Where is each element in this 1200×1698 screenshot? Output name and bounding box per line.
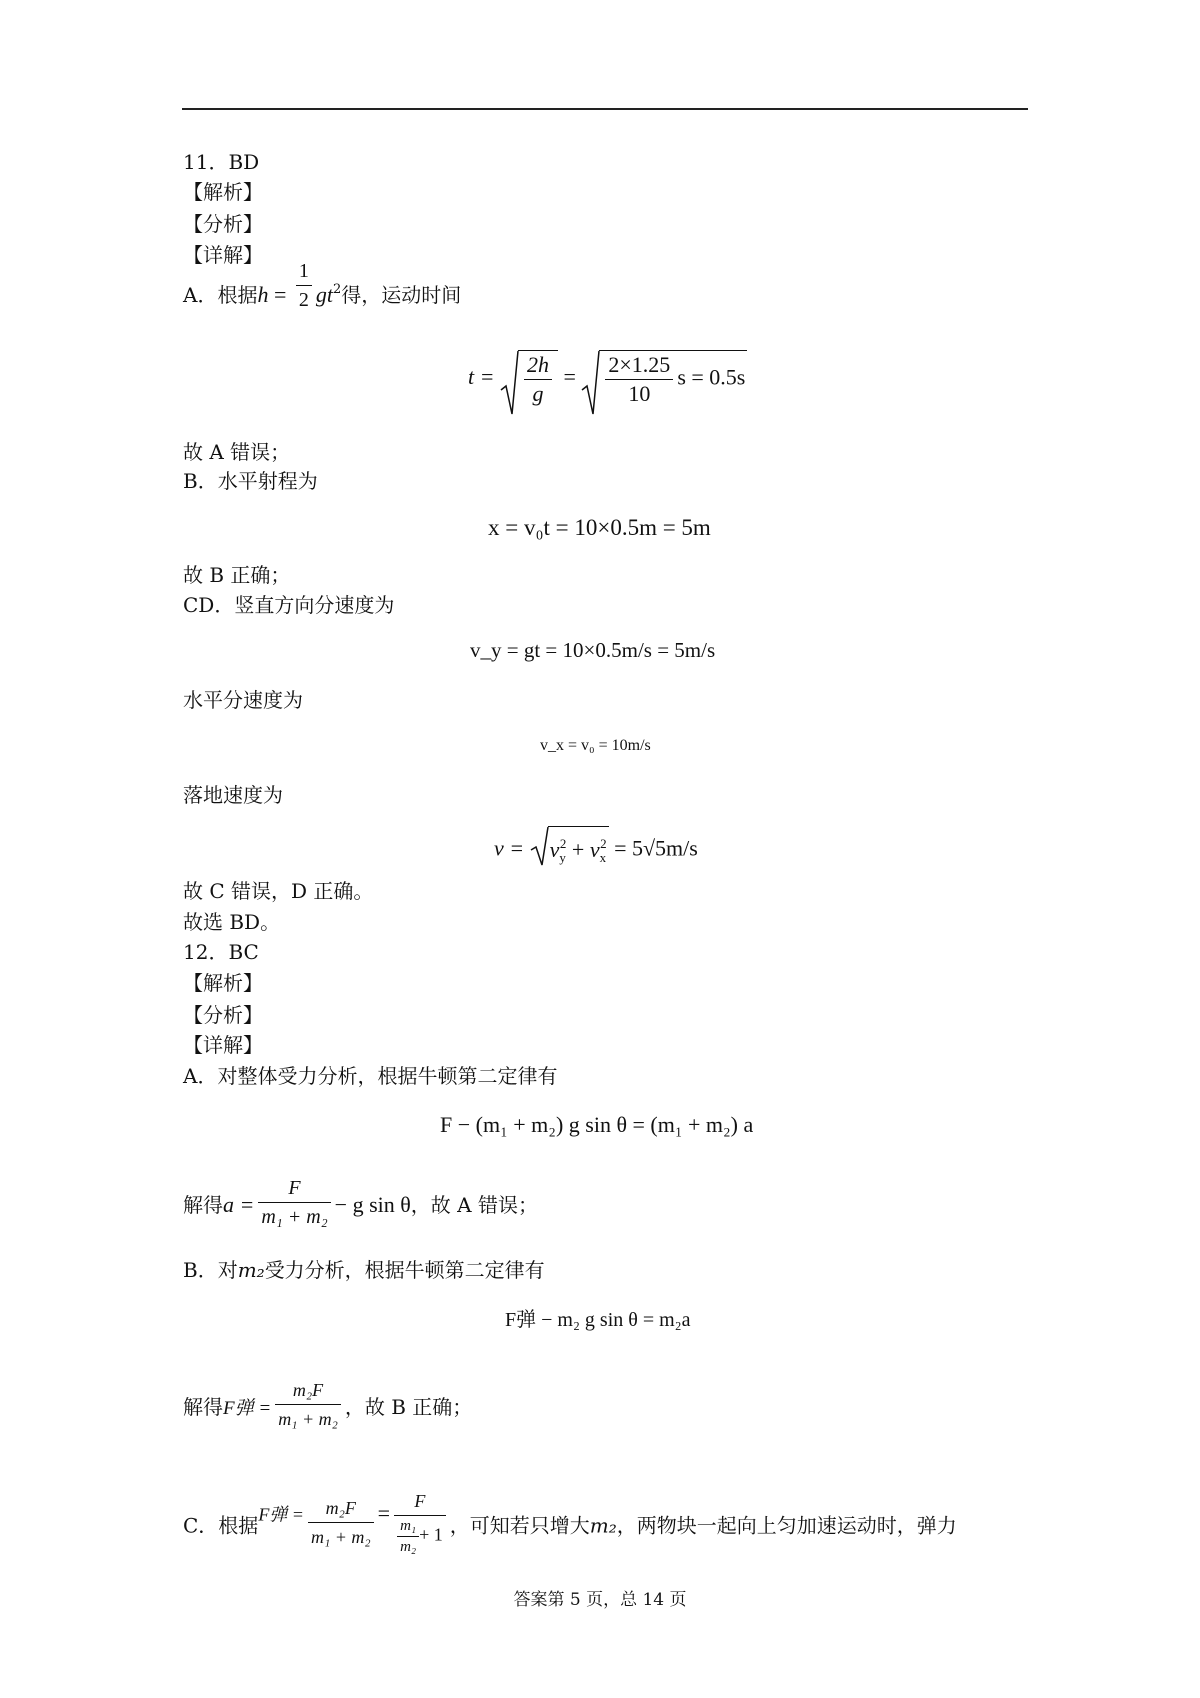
q12-c-suffix-b: ，两物块一起向上匀加速运动时，弹力 [616, 1513, 957, 1538]
q12-fenxi: 【分析】 [183, 1003, 263, 1027]
q12-c-num2: F [394, 1487, 446, 1516]
q11-eq-t-sqrt1 [500, 350, 558, 408]
q12-solve-b-lhs: F弹 = [223, 1398, 272, 1419]
q11-eq-t-den2: 10 [628, 381, 651, 406]
q11-eq-v [494, 826, 698, 875]
q11-a-lhs: h [257, 282, 269, 307]
q11-a-intro: A．根据 [183, 283, 258, 307]
q11-eq-t-den1: g [532, 381, 544, 406]
q11-a-conclusion: 故 A 错误； [183, 440, 291, 464]
q12-jiexi: 【解析】 [183, 971, 263, 995]
q12-solve-a-num: F [258, 1174, 330, 1203]
q11-eq-t-lhs: t = [468, 364, 495, 390]
q11-final: 故选 BD。 [183, 910, 281, 934]
q11-eq-vx: v_x = v₀ = 10m/s [540, 737, 651, 754]
q12-solve-b-suffix: ，故 B 正确； [344, 1395, 473, 1419]
q12-b-intro-var: m₂ [237, 1258, 265, 1282]
q12-solve-a-suffix: ，故 A 错误； [410, 1193, 538, 1217]
q11-cd-conclusion: 故 C 错误，D 正确。 [183, 879, 374, 903]
q11-b-conclusion: 故 B 正确； [183, 563, 291, 587]
q11-eq-t: t = $\frac{2h}{g}$ = $\frac{2\times 1.25}{10}$ s = 0.5s [468, 350, 747, 408]
q12-eq-b: F弹 − m₂ g sin θ = m₂a [505, 1309, 691, 1331]
q11-eq-t-num2: 2×1.25 [605, 351, 673, 380]
q11-a-num: 1 [296, 257, 312, 286]
q11-b-intro: B．水平射程为 [183, 469, 318, 493]
q12-solve-a-lhs: a = [223, 1192, 255, 1217]
q12-xiangjie: 【详解】 [183, 1033, 263, 1057]
q11-cd-intro: CD．竖直方向分速度为 [183, 593, 395, 617]
q11-eq-x: x = v₀t = 10×0.5m = 5m [488, 515, 711, 540]
q11-eq-t-num1: 2h [524, 351, 552, 380]
q12-c-suffix-a: ，可知若只增大 [449, 1513, 590, 1538]
q12-b-intro-suffix: 受力分析，根据牛顿第二定律有 [264, 1258, 545, 1282]
q12-c-den1: m₁ + m₂ [310, 1526, 371, 1547]
q11-fenxi: 【分析】 [183, 212, 263, 236]
q12-solve-a-prefix: 解得 [183, 1193, 223, 1217]
q12-eq-a: F − (m₁ + m₂) g sin θ = (m₁ + m₂) a [440, 1112, 754, 1137]
q12-c-prefix: C．根据 [183, 1513, 259, 1538]
q11-a-rest: gt [315, 282, 333, 307]
q12-solve-b-prefix: 解得 [183, 1395, 223, 1419]
q12-heading: 12．BC [183, 940, 259, 964]
q12-c-den2-rest: + 1 [419, 1524, 443, 1545]
q11-a-suffix: 得，运动时间 [341, 283, 462, 307]
q11-eq-vy: v_y = gt = 10×0.5m/s = 5m/s [470, 638, 716, 662]
page-footer: 答案第 5 页，总 14 页 [513, 1590, 687, 1610]
q11-a-den: 2 [298, 289, 309, 311]
q12-c-line: C．根据F弹 = $\frac{\text{m₂F}}{\text{m₁ + m₂}}$ = F $\frac{\text{m₁}}{\text{m₂}}$ + 1 ，可知若只增大m₂，两物块一起向上匀加速运动时，弹力 [183, 1497, 957, 1557]
q11-eq-t-rest: s = 0.5s [677, 364, 746, 390]
q12-solve-b [183, 1380, 473, 1433]
q12-solve-a-rest: − g sin θ [334, 1192, 411, 1217]
q12-a-intro: A．对整体受力分析，根据牛顿第二定律有 [183, 1064, 558, 1088]
q12-c-lhs: F弹 = [258, 1504, 304, 1525]
q11-jiexi: 【解析】 [183, 180, 263, 204]
q12-c-den2-den: m₂ [400, 1539, 417, 1555]
q12-b-intro [183, 1258, 545, 1282]
q11-eq-v-lhs: v = [494, 835, 525, 861]
q12-solve-a [183, 1177, 538, 1231]
q12-solve-b-den: m₁ + m₂ [278, 1409, 338, 1429]
q11-eq-v-rest: = 5√5m/s [614, 835, 698, 861]
q11-land-intro: 落地速度为 [183, 783, 283, 807]
q12-c-num1: m₂F [308, 1494, 374, 1523]
q12-c-den2-num: m₁ [397, 1516, 419, 1537]
q12-c-var: m₂ [589, 1513, 617, 1538]
q11-xiangjie: 【详解】 [183, 243, 263, 267]
q11-eq-t-sqrt2 [581, 350, 747, 408]
header-rule [182, 108, 1028, 110]
q11-heading: 11．BD [183, 150, 260, 174]
q12-b-intro-prefix: B．对 [183, 1258, 238, 1282]
q12-solve-a-den: m₁ + m₂ [261, 1206, 328, 1228]
q11-eq-v-sqrt: $v_y^2 + v_x^2$ [530, 826, 609, 875]
q12-solve-b-num: m₂F [275, 1376, 341, 1405]
q11-a-line: A．根据h = $\frac{1}{2}$ $gt^2$得，运动时间 [183, 278, 461, 314]
q11-horiz-intro: 水平分速度为 [183, 688, 303, 712]
